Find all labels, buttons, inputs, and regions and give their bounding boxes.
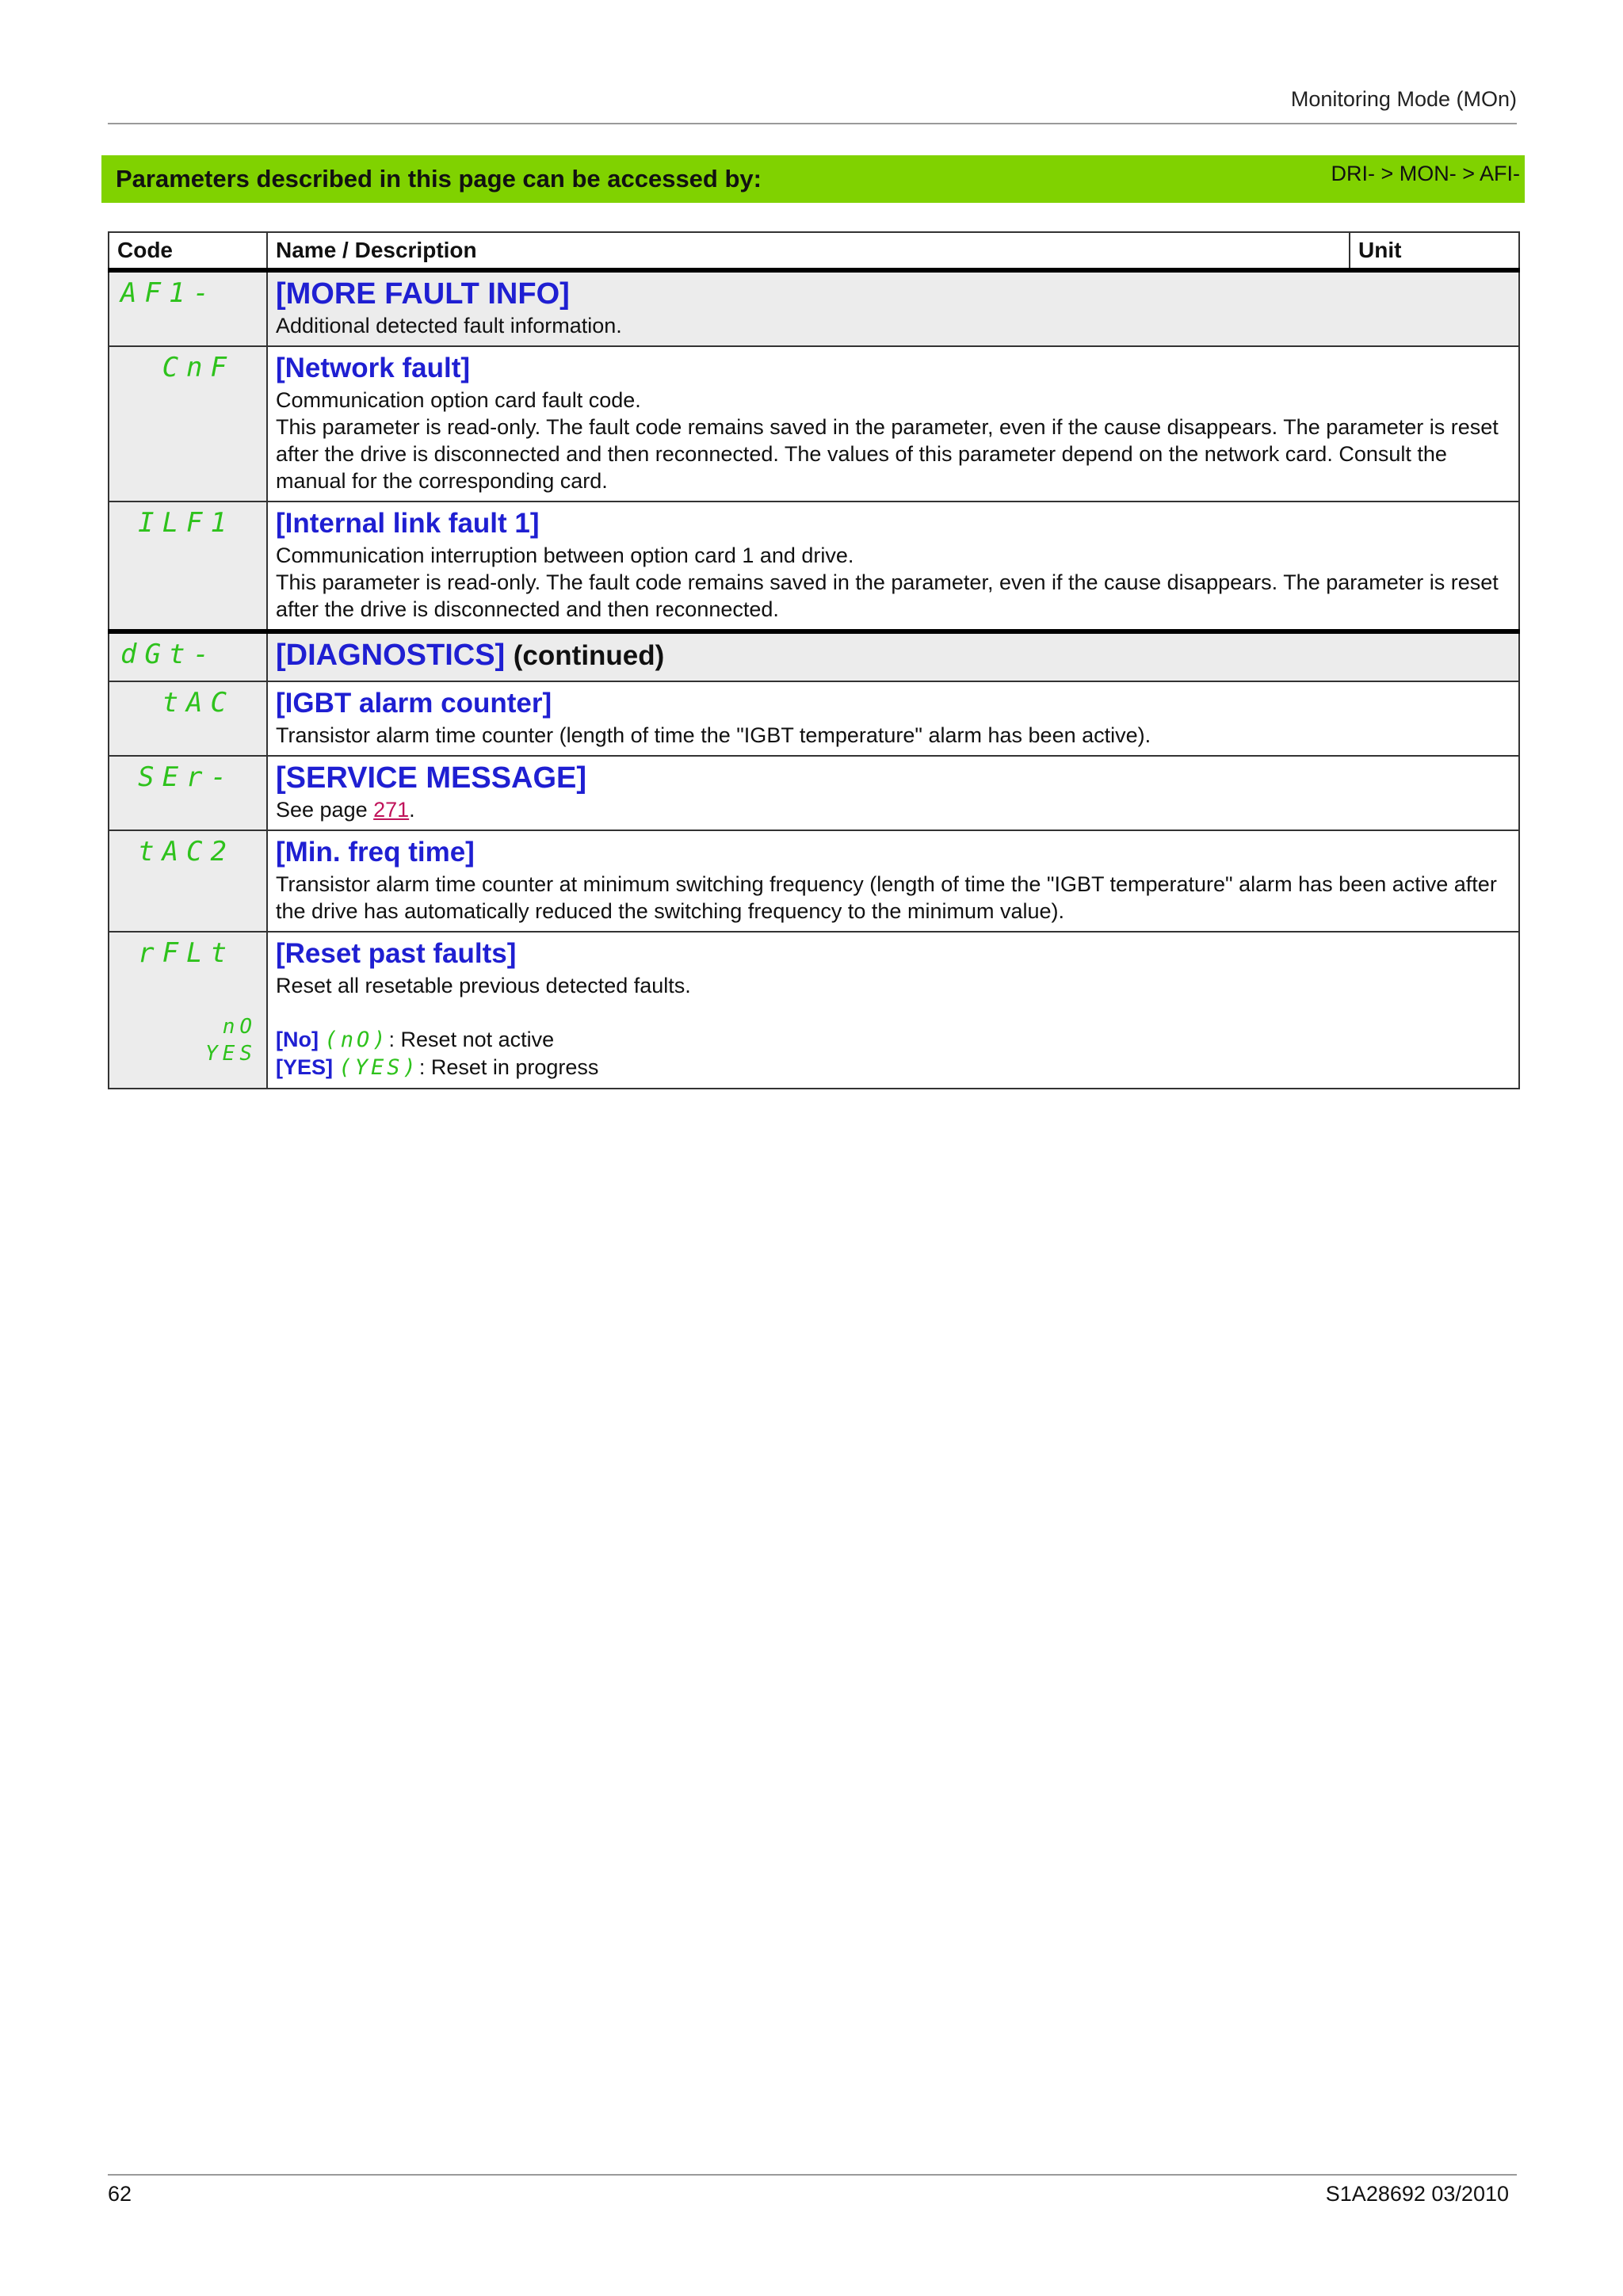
param-code: SEr-: [109, 756, 267, 830]
section-name: [DIAGNOSTICS]: [276, 639, 506, 672]
param-code: ILF1: [109, 502, 267, 631]
footer-divider: [108, 2174, 1517, 2176]
param-code: CnF: [109, 346, 267, 502]
param-text: This parameter is read-only. The fault code remains saved in the parameter, even if the cause disappears. The parameter is reset after the drive is disconnected and then reconnected. The values of this parameter depend on the network card. Consult the manual for the corresponding card.: [276, 415, 1499, 493]
param-description: [267, 346, 1519, 502]
param-description: [267, 502, 1519, 631]
param-text: Additional detected fault information.: [276, 314, 622, 338]
option-code: YES: [205, 1042, 257, 1066]
section-continued-label: (continued): [513, 640, 665, 671]
spacer: [109, 971, 257, 1013]
param-name: [Network fault]: [276, 353, 470, 383]
table-row: [109, 346, 1519, 502]
param-name: [276, 637, 1510, 674]
page-reference-link[interactable]: 271: [373, 798, 410, 822]
access-bar: [101, 155, 1525, 203]
param-name: [SERVICE MESSAGE]: [276, 761, 587, 795]
spacer: [276, 999, 1510, 1026]
column-header-unit: Unit: [1350, 232, 1519, 270]
column-header-code: Code: [109, 232, 267, 270]
see-page-prefix: See page: [276, 798, 374, 822]
param-name: [Internal link fault 1]: [276, 508, 540, 539]
option-name: [No]: [276, 1028, 319, 1051]
param-text: [276, 796, 1510, 823]
option-line: [276, 1026, 1510, 1054]
access-bar-path: DRI- > MON- > AFI-: [1331, 162, 1520, 185]
column-header-name: Name / Description: [267, 232, 1350, 270]
page-header-title: Monitoring Mode (MOn): [1290, 87, 1517, 111]
parameter-table: [108, 231, 1520, 1089]
footer-page-number: 62: [108, 2182, 132, 2206]
option-seg-code: (YES): [338, 1055, 419, 1080]
param-name: [MORE FAULT INFO]: [276, 277, 570, 311]
param-name: [Reset past faults]: [276, 938, 517, 969]
option-seg-code: (nO): [324, 1028, 389, 1052]
param-description: [267, 756, 1519, 830]
param-description: [267, 681, 1519, 756]
param-code-cell: [109, 932, 267, 1089]
param-description: [267, 830, 1519, 932]
footer-doc-reference: S1A28692 03/2010: [1325, 2182, 1509, 2206]
option-name: [YES]: [276, 1055, 334, 1079]
param-code: rFLt: [138, 937, 235, 969]
option-code: nO: [222, 1015, 257, 1039]
table-row: [109, 631, 1519, 681]
param-text: Communication option card fault code.: [276, 388, 641, 412]
table-row: [109, 756, 1519, 830]
param-text: Transistor alarm time counter at minimum switching frequency (length of time the "IGBT temperature" alarm has been active after the drive has automatically reduced the switching frequency to the minimum value).: [276, 872, 1497, 923]
param-name: [IGBT alarm counter]: [276, 688, 552, 719]
table-row: [109, 502, 1519, 631]
option-desc: : Reset not active: [388, 1028, 555, 1051]
table-row: [109, 830, 1519, 932]
param-code: dGt-: [109, 631, 267, 681]
param-description: [267, 932, 1519, 1089]
table-header-row: [109, 232, 1519, 270]
table-row: [109, 932, 1519, 1089]
param-description: [267, 270, 1519, 346]
param-text: Communication interruption between option card 1 and drive.: [276, 543, 854, 567]
param-code: tAC: [109, 681, 267, 756]
access-bar-label: Parameters described in this page can be accessed by:: [116, 165, 762, 193]
param-description: [267, 631, 1519, 681]
table-row: [109, 270, 1519, 346]
table-row: [109, 681, 1519, 756]
param-text: Transistor alarm time counter (length of time the "IGBT temperature" alarm has been active).: [276, 723, 1151, 747]
header-divider: [108, 123, 1517, 124]
param-code: AF1-: [109, 270, 267, 346]
see-page-suffix: .: [409, 798, 415, 822]
param-text: This parameter is read-only. The fault code remains saved in the parameter, even if the cause disappears. The parameter is reset after the drive is disconnected and then reconnected.: [276, 570, 1499, 621]
param-text: Reset all resetable previous detected faults.: [276, 974, 691, 997]
option-line: [276, 1054, 1510, 1081]
param-name: [Min. freq time]: [276, 837, 475, 868]
param-code: tAC2: [109, 830, 267, 932]
option-desc: : Reset in progress: [418, 1055, 599, 1079]
